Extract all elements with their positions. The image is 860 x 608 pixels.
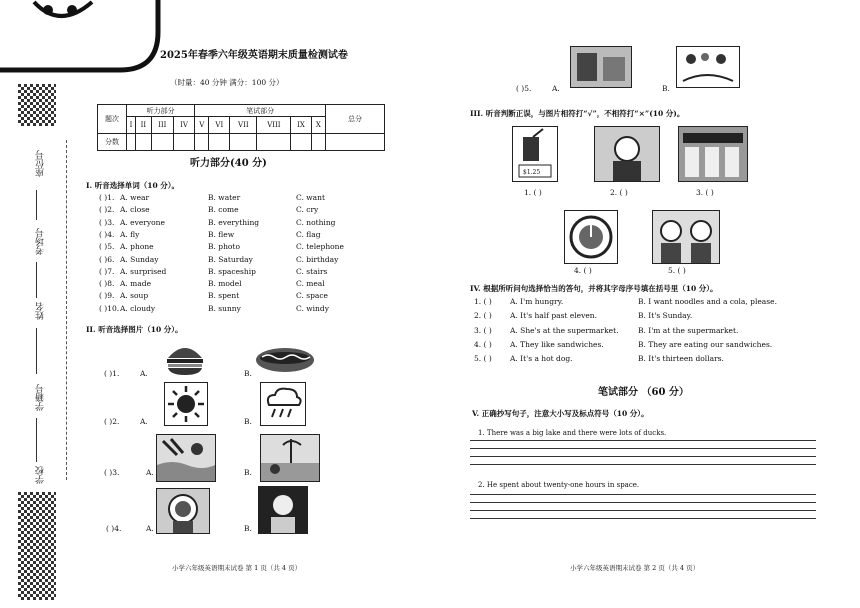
- q5-option-a-picture[interactable]: [570, 46, 632, 88]
- q5-num: ( )5.: [516, 84, 532, 93]
- rainy-picture[interactable]: [260, 382, 306, 426]
- section4-title: IV. 根据所听问句选择恰当的答句，并将其字母序号填在括号里（10 分）。: [470, 284, 718, 293]
- writing-line[interactable]: [470, 448, 816, 449]
- s1-item-num[interactable]: ( )9.: [99, 291, 115, 301]
- writing-line[interactable]: [470, 440, 816, 441]
- s1-item-num[interactable]: ( )5.: [99, 242, 115, 252]
- writing-line[interactable]: [470, 518, 816, 519]
- score-col: I: [127, 117, 136, 134]
- score-col: IX: [291, 117, 312, 134]
- s4-item-num[interactable]: 4. ( ): [474, 339, 492, 349]
- q5-option-b-picture[interactable]: [676, 46, 740, 88]
- side-label-name: 姓名: [36, 302, 46, 320]
- s4-item-num[interactable]: 2. ( ): [474, 311, 492, 321]
- binding-pattern-bottom: [18, 492, 56, 600]
- page-title: 2025年春季六年级英语期末质量检测试卷: [160, 50, 348, 61]
- score-cell[interactable]: [127, 134, 136, 151]
- corner-decoration: [0, 0, 162, 84]
- s4-option-b: B. It's thirteen dollars.: [638, 354, 724, 364]
- binding-pattern-top: [18, 84, 56, 126]
- page-subtitle: （时量：40 分钟 满分：100 分）: [170, 78, 284, 87]
- s2-q4-a: A.: [146, 524, 154, 533]
- s1-option-a: A. Sunday: [120, 254, 159, 264]
- s1-option-b: B. water: [208, 193, 241, 202]
- score-col: V: [195, 117, 209, 134]
- binding-dashed-line: [66, 140, 67, 480]
- side-blank-seat: [36, 190, 37, 220]
- s2-q2-b: B.: [244, 417, 252, 426]
- sunny-picture[interactable]: [164, 382, 208, 426]
- writing-line[interactable]: [470, 456, 816, 457]
- s2-q1-b: B.: [244, 369, 252, 378]
- score-col: X: [311, 117, 325, 134]
- score-col: II: [136, 117, 152, 134]
- s1-option-a: A. wear: [120, 193, 150, 202]
- score-table: [97, 104, 385, 151]
- s2-q4-num: ( )4.: [106, 524, 122, 533]
- score-cell[interactable]: [326, 134, 385, 151]
- s4-option-a: A. She's at the supermarket.: [510, 325, 619, 335]
- written-heading: 笔试部分 （60 分）: [598, 387, 689, 398]
- section2-title: II. 听音选择图片（10 分）。: [86, 325, 183, 334]
- score-cell[interactable]: [230, 134, 257, 151]
- s4-option-a: A. They like sandwiches.: [510, 339, 604, 349]
- s4-item-num[interactable]: 3. ( ): [474, 325, 492, 335]
- section5-title: V. 正确抄写句子，注意大小写及标点符号（10 分）。: [472, 409, 649, 418]
- astronaut-picture[interactable]: [156, 488, 210, 534]
- s2-q4-b: B.: [244, 524, 252, 533]
- s2-q3-num: ( )3.: [104, 468, 120, 477]
- score-table-total: 总分: [326, 105, 385, 134]
- s4-option-b: B. I'm at the supermarket.: [638, 325, 739, 335]
- price-tag-text: $1.25: [523, 169, 541, 176]
- side-label-student-id: 学籍号: [36, 384, 46, 411]
- s1-option-a: A. fly: [120, 229, 140, 239]
- score-table-written: 笔试部分: [195, 105, 326, 117]
- supermarket-picture[interactable]: [678, 126, 748, 182]
- s1-option-c: C. birthday: [296, 254, 339, 264]
- s1-option-b: B. Saturday: [208, 254, 253, 264]
- s4-option-b: B. It's Sunday.: [638, 311, 693, 321]
- s1-option-b: B. spent: [208, 291, 240, 301]
- s1-item-num[interactable]: ( )4.: [99, 229, 115, 239]
- s3-item-1: 1. ( ): [524, 188, 542, 197]
- s1-option-c: C. stairs: [296, 266, 328, 276]
- side-label-seat: 座位号: [36, 150, 46, 177]
- s1-option-c: C. meal: [296, 279, 325, 289]
- q5-b: B.: [662, 84, 670, 93]
- s1-option-a: A. made: [120, 279, 152, 289]
- s1-option-b: B. model: [208, 279, 242, 289]
- side-label-school: 学校: [36, 466, 46, 484]
- writing-line[interactable]: [470, 494, 816, 495]
- score-col: III: [151, 117, 173, 134]
- boy-eating-picture[interactable]: [594, 126, 660, 182]
- sentence-2: 2. He spent about twenty-one hours in space.: [478, 481, 640, 489]
- score-cell[interactable]: [209, 134, 230, 151]
- side-label-room: 考场号: [36, 228, 46, 255]
- beach-scene-picture[interactable]: [260, 434, 320, 482]
- s1-option-c: C. telephone: [296, 242, 344, 252]
- score-col: VII: [230, 117, 257, 134]
- s1-option-b: B. come: [208, 205, 239, 215]
- s4-option-b: B. They are eating our sandwiches.: [638, 339, 773, 349]
- s2-q1-num: ( )1.: [104, 369, 120, 378]
- score-cell[interactable]: [151, 134, 173, 151]
- q5-a: A.: [552, 84, 560, 93]
- score-cell[interactable]: [195, 134, 209, 151]
- s1-item-num[interactable]: ( )7.: [99, 266, 115, 276]
- s1-option-a: A. everyone: [120, 217, 165, 227]
- side-blank-student-id: [36, 418, 37, 462]
- score-col: VIII: [257, 117, 291, 134]
- s1-option-b: B. photo: [208, 242, 240, 252]
- score-cell[interactable]: [257, 134, 291, 151]
- s1-option-c: C. nothing: [296, 217, 336, 227]
- score-table-listening: 听力部分: [127, 105, 195, 117]
- page2-footer: 小学六年级英语期末试卷 第 2 页（共 4 页）: [570, 564, 700, 572]
- s2-q2-num: ( )2.: [104, 417, 120, 426]
- s4-option-a: A. It's a hot dog.: [510, 354, 573, 364]
- sentence-1: 1. There was a big lake and there were lots of ducks.: [478, 429, 667, 437]
- page1-footer: 小学六年级英语期末试卷 第 1 页（共 4 页）: [172, 564, 302, 572]
- s2-q3-a: A.: [146, 468, 154, 477]
- s1-item-num[interactable]: ( )8.: [99, 279, 115, 289]
- s1-item-num[interactable]: ( )10.: [99, 303, 120, 313]
- writing-line[interactable]: [470, 502, 816, 503]
- s1-option-c: C. want: [296, 193, 325, 202]
- s1-option-b: B. flew: [208, 229, 235, 239]
- score-row-label: 分数: [98, 134, 127, 151]
- two-boys-picture[interactable]: [652, 210, 720, 264]
- boy-portrait-picture[interactable]: [258, 486, 308, 534]
- s1-option-b: B. everything: [208, 217, 260, 227]
- s2-q2-a: A.: [140, 417, 148, 426]
- hotdog-picture[interactable]: [254, 340, 316, 376]
- score-col: VI: [209, 117, 230, 134]
- score-cell[interactable]: [291, 134, 312, 151]
- score-cell[interactable]: [173, 134, 194, 151]
- s3-item-4: 4. ( ): [574, 266, 592, 275]
- side-blank-room: [36, 262, 37, 298]
- s1-option-c: C. flag: [296, 229, 321, 239]
- s1-option-a: A. soup: [120, 291, 149, 301]
- s1-option-c: C. cry: [296, 205, 319, 215]
- s1-option-a: A. close: [120, 205, 150, 215]
- river-scene-picture[interactable]: [156, 434, 216, 482]
- score-table-row-label: 题次: [98, 105, 127, 134]
- s1-option-c: C. windy: [296, 303, 329, 313]
- section1-title: I. 听音选择单词（10 分）。: [86, 181, 180, 190]
- s3-item-5: 5. ( ): [668, 266, 686, 275]
- s1-option-a: A. phone: [120, 242, 154, 252]
- s2-q1-a: A.: [140, 369, 148, 378]
- s4-item-num[interactable]: 5. ( ): [474, 354, 492, 364]
- s1-option-c: C. space: [296, 291, 328, 301]
- s1-item-num[interactable]: ( )6.: [99, 254, 115, 264]
- s1-item-num[interactable]: ( )1.: [99, 193, 115, 202]
- s1-item-num[interactable]: ( )3.: [99, 217, 115, 227]
- s3-item-2: 2. ( ): [610, 188, 628, 197]
- writing-line[interactable]: [470, 464, 816, 465]
- hamburger-picture[interactable]: [164, 340, 206, 378]
- score-cell[interactable]: [311, 134, 325, 151]
- s3-item-3: 3. ( ): [696, 188, 714, 197]
- s4-option-a: A. I'm hungry.: [510, 297, 564, 306]
- s2-q3-b: B.: [244, 468, 252, 477]
- s4-option-b: B. I want noodles and a cola, please.: [638, 297, 777, 306]
- side-blank-name: [36, 328, 37, 374]
- s1-option-b: B. sunny: [208, 303, 241, 313]
- s1-item-num[interactable]: ( )2.: [99, 205, 115, 215]
- score-col: IV: [173, 117, 194, 134]
- s4-item-num[interactable]: 1. ( ): [474, 297, 492, 306]
- s1-option-a: A. cloudy: [120, 303, 156, 313]
- section3-title: III. 听音判断正误，与图片相符打“√”，不相符打“×”(10 分)。: [470, 109, 685, 118]
- writing-line[interactable]: [470, 510, 816, 511]
- s1-option-a: A. surprised: [120, 266, 167, 276]
- s1-option-b: B. spaceship: [208, 266, 256, 276]
- listening-heading: 听力部分(40 分): [190, 158, 267, 169]
- s4-option-a: A. It's half past eleven.: [510, 311, 598, 321]
- clock-picture[interactable]: [564, 210, 618, 264]
- score-cell[interactable]: [136, 134, 152, 151]
